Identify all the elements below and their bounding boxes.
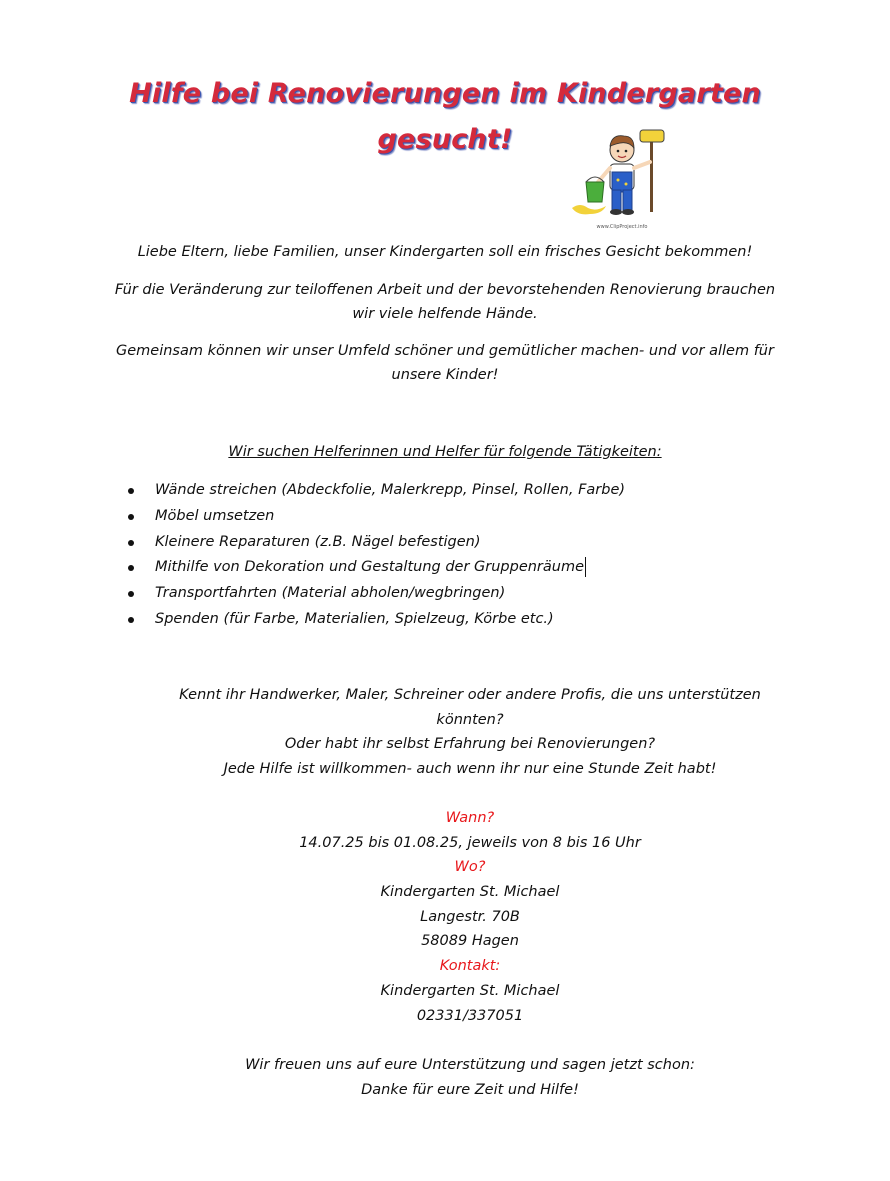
list-item-text: Wände streichen (Abdeckfolie, Malerkrepp, Pinsel, Rollen, Farbe)	[155, 482, 626, 498]
title-line-2: gesucht!	[377, 124, 513, 155]
appeal-line-3: Oder habt ihr selbst Erfahrung bei Renovierungen?	[284, 736, 656, 753]
text-cursor	[585, 557, 586, 577]
intro-paragraph-2-line-1: Für die Veränderung zur teiloffenen Arbeit und der bevorstehenden Renovierung brauchen	[114, 282, 776, 298]
bullet-icon	[128, 514, 134, 520]
list-item-text: Kleinere Reparaturen (z.B. Nägel befestigen)	[155, 533, 481, 550]
list-item-text: Transportfahrten (Material abholen/wegbringen)	[155, 585, 506, 602]
closing-line-1: Wir freuen uns auf eure Unterstützung und sagen jetzt schon:	[245, 1057, 695, 1073]
bullet-icon	[128, 488, 134, 494]
when-label: Wann?	[445, 810, 495, 826]
list-item	[126, 504, 625, 530]
painter-child-clipart-icon	[566, 126, 678, 232]
bullet-icon	[128, 565, 134, 571]
intro-paragraph-3-line-2: unsere Kinder!	[391, 367, 499, 383]
where-label: Wo?	[454, 859, 486, 876]
list-item-text: Möbel umsetzen	[155, 507, 275, 524]
list-item	[126, 581, 625, 607]
bullet-icon	[128, 617, 134, 623]
list-item-text: Mithilfe von Dekoration und Gestaltung der Gruppenräume	[155, 559, 585, 576]
clipart-caption: www.ClipProject.info	[596, 224, 648, 230]
closing-line-2: Danke für eure Zeit und Hilfe!	[361, 1081, 579, 1098]
contact-name: Kindergarten St. Michael	[380, 982, 560, 999]
appeal-line-2: könnten?	[436, 711, 504, 728]
list-item-text: Spenden (für Farbe, Materialien, Spielzeug, Körbe etc.)	[155, 610, 554, 627]
where-city: 58089 Hagen	[421, 933, 519, 950]
details-block	[170, 806, 770, 1028]
title-line-1: Hilfe bei Renovierungen im Kindergarten	[129, 78, 761, 109]
appeal-block	[170, 683, 770, 782]
intro-paragraph-2-line-2: wir viele helfende Hände.	[352, 306, 538, 322]
list-item	[126, 555, 625, 581]
list-item	[126, 478, 625, 504]
list-item	[126, 607, 625, 633]
contact-label: Kontakt:	[439, 958, 501, 975]
intro-paragraph-1: Liebe Eltern, liebe Familien, unser Kindergarten soll ein frisches Gesicht bekommen!	[137, 244, 753, 260]
where-street: Langestr. 70B	[420, 908, 520, 925]
closing-block	[170, 1053, 770, 1102]
tasks-list	[126, 478, 625, 633]
bullet-icon	[128, 591, 134, 597]
when-value: 14.07.25 bis 01.08.25, jeweils von 8 bis 16 Uhr	[299, 834, 641, 851]
appeal-line-1: Kennt ihr Handwerker, Maler, Schreiner oder andere Profis, die uns unterstützen	[179, 687, 761, 703]
list-item	[126, 530, 625, 556]
tasks-heading: Wir suchen Helferinnen und Helfer für folgende Tätigkeiten:	[228, 444, 662, 460]
intro-paragraph-2	[90, 278, 800, 326]
bullet-icon	[128, 540, 134, 546]
intro-paragraph-3-line-1: Gemeinsam können wir unser Umfeld schöner und gemütlicher machen- und vor allem für	[116, 343, 774, 359]
where-name: Kindergarten St. Michael	[380, 884, 560, 901]
appeal-line-4: Jede Hilfe ist willkommen- auch wenn ihr nur eine Stunde Zeit habt!	[223, 761, 717, 778]
contact-phone: 02331/337051	[416, 1007, 524, 1024]
intro-paragraph-3	[90, 339, 800, 387]
